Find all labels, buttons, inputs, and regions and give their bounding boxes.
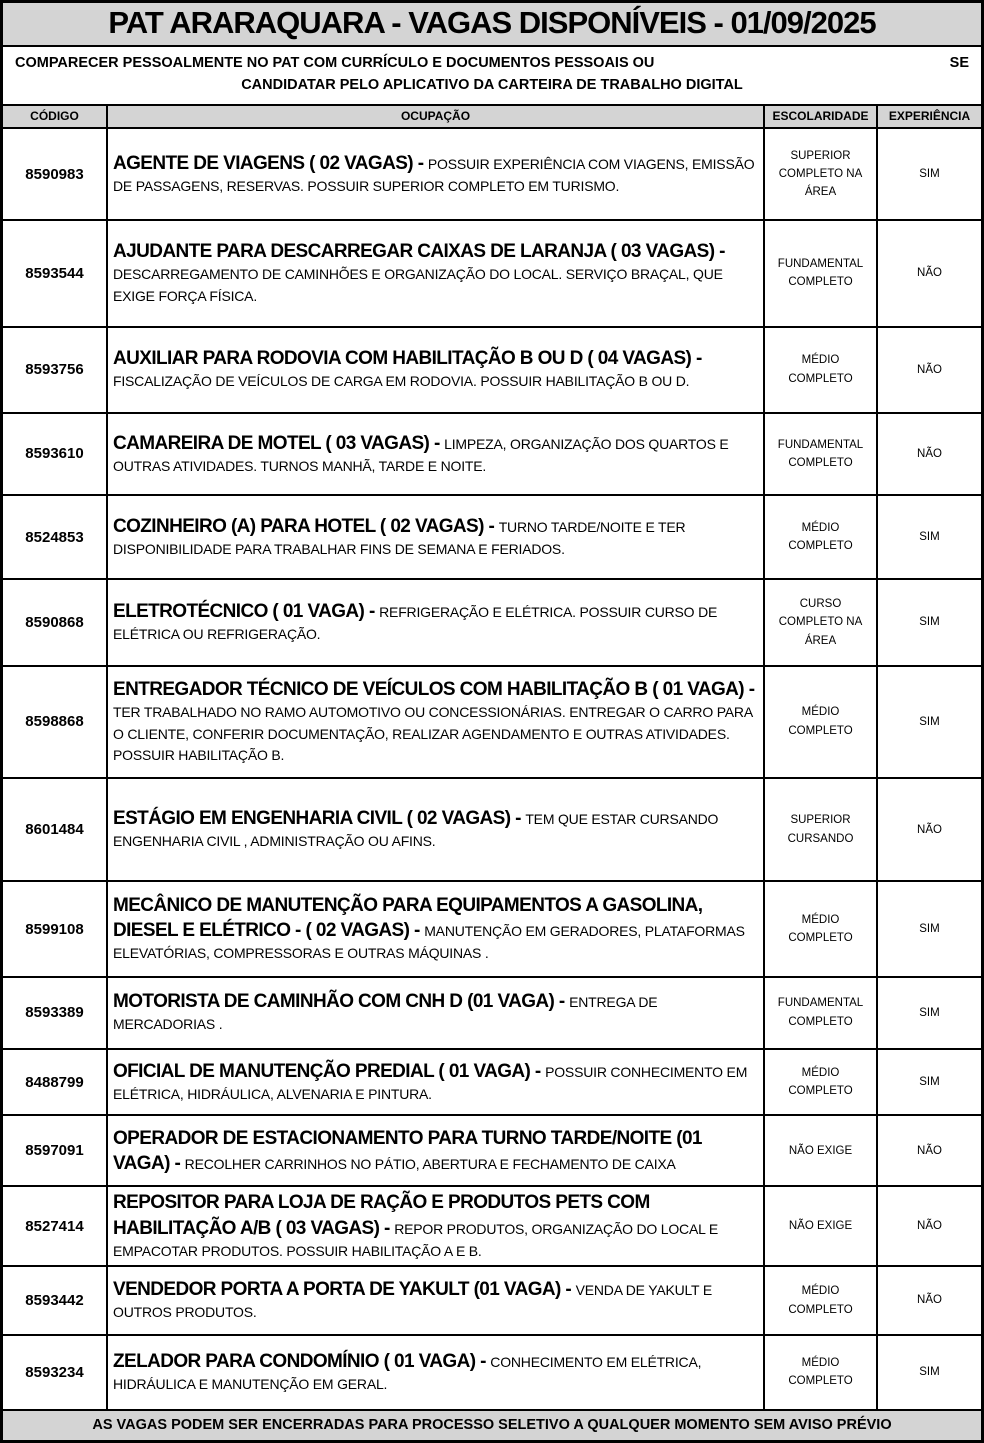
job-escolaridade: SUPERIOR CURSANDO bbox=[764, 778, 877, 881]
job-description: TER TRABALHADO NO RAMO AUTOMOTIVO OU CONCESSIONÁRIAS. ENTREGAR O CARRO PARA O CLIENTE, CONFERIR DOCUMENTAÇÃO, REALIZAR AGENDAMENTO E OUTRAS ATIVIDADES. POSSUIR HABILITAÇÃO B. bbox=[113, 703, 753, 764]
column-header-ocupacao: OCUPAÇÃO bbox=[107, 106, 764, 128]
table-row bbox=[3, 1049, 981, 1115]
job-occupation bbox=[107, 1049, 764, 1115]
job-occupation bbox=[107, 579, 764, 665]
job-code: 8598868 bbox=[3, 666, 107, 778]
job-experiencia: NÃO bbox=[877, 1115, 981, 1186]
job-escolaridade: MÉDIO COMPLETO bbox=[764, 1266, 877, 1334]
job-experiencia: NÃO bbox=[877, 327, 981, 413]
job-description: TURNO TARDE/NOITE E TER DISPONIBILIDADE PARA TRABALHAR FINS DE SEMANA E FERIADOS. bbox=[113, 518, 686, 557]
job-title: OPERADOR DE ESTACIONAMENTO PARA TURNO TARDE/NOITE (01 VAGA) - bbox=[113, 1127, 702, 1174]
job-title: ESTÁGIO EM ENGENHARIA CIVIL ( 02 VAGAS) - bbox=[113, 808, 521, 830]
job-occupation bbox=[107, 881, 764, 976]
job-escolaridade: SUPERIOR COMPLETO NA ÁREA bbox=[764, 128, 877, 220]
job-occupation bbox=[107, 128, 764, 220]
job-occupation bbox=[107, 1115, 764, 1186]
instructions-line2: CANDIDATAR PELO APLICATIVO DA CARTEIRA DE TRABALHO DIGITAL bbox=[241, 77, 743, 94]
job-title: OFICIAL DE MANUTENÇÃO PREDIAL ( 01 VAGA) - bbox=[113, 1060, 541, 1082]
job-experiencia: NÃO bbox=[877, 220, 981, 326]
table-row bbox=[3, 881, 981, 976]
job-description: LIMPEZA, ORGANIZAÇÃO DOS QUARTOS E OUTRAS ATIVIDADES. TURNOS MANHÃ, TARDE E NOITE. bbox=[113, 435, 729, 474]
table-row bbox=[3, 220, 981, 326]
job-escolaridade: MÉDIO COMPLETO bbox=[764, 666, 877, 778]
job-experiencia: NÃO bbox=[877, 778, 981, 881]
job-code: 8593756 bbox=[3, 327, 107, 413]
job-experiencia: NÃO bbox=[877, 413, 981, 495]
job-escolaridade: FUNDAMENTAL COMPLETO bbox=[764, 977, 877, 1049]
job-experiencia: SIM bbox=[877, 1049, 981, 1115]
table-row bbox=[3, 778, 981, 881]
job-title: ELETROTÉCNICO ( 01 VAGA) - bbox=[113, 601, 375, 623]
job-escolaridade: FUNDAMENTAL COMPLETO bbox=[764, 220, 877, 326]
column-header-experiencia: EXPERIÊNCIA bbox=[877, 106, 981, 128]
instructions-line1: COMPARECER PESSOALMENTE NO PAT COM CURRÍCULO E DOCUMENTOS PESSOAIS OU bbox=[15, 55, 655, 71]
job-experiencia: SIM bbox=[877, 1335, 981, 1409]
job-experiencia: SIM bbox=[877, 579, 981, 665]
job-occupation bbox=[107, 778, 764, 881]
job-experiencia: NÃO bbox=[877, 1186, 981, 1266]
page-title: PAT ARARAQUARA - VAGAS DISPONÍVEIS - 01/09/2025 bbox=[3, 3, 981, 47]
job-code: 8524853 bbox=[3, 495, 107, 579]
job-code: 8593610 bbox=[3, 413, 107, 495]
job-occupation bbox=[107, 413, 764, 495]
job-title: MOTORISTA DE CAMINHÃO COM CNH D (01 VAGA) - bbox=[113, 991, 565, 1013]
job-experiencia: SIM bbox=[877, 881, 981, 976]
table-row bbox=[3, 1266, 981, 1334]
job-escolaridade: MÉDIO COMPLETO bbox=[764, 327, 877, 413]
job-description: DESCARREGAMENTO DE CAMINHÕES E ORGANIZAÇÃO DO LOCAL. SERVIÇO BRAÇAL, QUE EXIGE FORÇA FÍSICA. bbox=[113, 266, 723, 304]
job-experiencia: NÃO bbox=[877, 1266, 981, 1334]
column-header-escolaridade: ESCOLARIDADE bbox=[764, 106, 877, 128]
column-header-codigo: CÓDIGO bbox=[3, 106, 107, 128]
job-title: REPOSITOR PARA LOJA DE RAÇÃO E PRODUTOS PETS COM HABILITAÇÃO A/B ( 03 VAGAS) - bbox=[113, 1192, 650, 1239]
job-escolaridade: CURSO COMPLETO NA ÁREA bbox=[764, 579, 877, 665]
job-title: AJUDANTE PARA DESCARREGAR CAIXAS DE LARANJA ( 03 VAGAS) - bbox=[113, 241, 725, 263]
job-code: 8593389 bbox=[3, 977, 107, 1049]
job-occupation bbox=[107, 327, 764, 413]
table-row bbox=[3, 579, 981, 665]
job-code: 8593234 bbox=[3, 1335, 107, 1409]
table-row bbox=[3, 1335, 981, 1409]
table-row bbox=[3, 1186, 981, 1266]
job-title: CAMAREIRA DE MOTEL ( 03 VAGAS) - bbox=[113, 432, 440, 454]
footer-notice: AS VAGAS PODEM SER ENCERRADAS PARA PROCESSO SELETIVO A QUALQUER MOMENTO SEM AVISO PRÉVIO bbox=[3, 1409, 981, 1440]
instructions-line1-right: SE bbox=[949, 55, 969, 71]
job-description: POSSUIR EXPERIÊNCIA COM VIAGENS, EMISSÃO DE PASSAGENS, RESERVAS. POSSUIR SUPERIOR COMPLETO EM TURISMO. bbox=[113, 155, 755, 194]
job-description: TEM QUE ESTAR CURSANDO ENGENHARIA CIVIL , ADMINISTRAÇÃO OU AFINS. bbox=[113, 811, 719, 850]
job-code: 8527414 bbox=[3, 1186, 107, 1266]
job-escolaridade: FUNDAMENTAL COMPLETO bbox=[764, 413, 877, 495]
job-escolaridade: MÉDIO COMPLETO bbox=[764, 495, 877, 579]
table-row bbox=[3, 1115, 981, 1186]
table-row bbox=[3, 413, 981, 495]
job-escolaridade: NÃO EXIGE bbox=[764, 1186, 877, 1266]
job-description: FISCALIZAÇÃO DE VEÍCULOS DE CARGA EM RODOVIA. POSSUIR HABILITAÇÃO B OU D. bbox=[113, 373, 690, 390]
job-escolaridade: MÉDIO COMPLETO bbox=[764, 881, 877, 976]
job-title: COZINHEIRO (A) PARA HOTEL ( 02 VAGAS) - bbox=[113, 515, 495, 537]
job-description: REFRIGERAÇÃO E ELÉTRICA. POSSUIR CURSO DE ELÉTRICA OU REFRIGERAÇÃO. bbox=[113, 604, 718, 643]
job-occupation bbox=[107, 666, 764, 778]
job-title: ENTREGADOR TÉCNICO DE VEÍCULOS COM HABILITAÇÃO B ( 01 VAGA) - bbox=[113, 678, 755, 700]
job-occupation bbox=[107, 220, 764, 326]
table-row bbox=[3, 977, 981, 1049]
job-occupation bbox=[107, 977, 764, 1049]
job-escolaridade: MÉDIO COMPLETO bbox=[764, 1049, 877, 1115]
job-occupation bbox=[107, 1335, 764, 1409]
job-title: MECÂNICO DE MANUTENÇÃO PARA EQUIPAMENTOS A GASOLINA, DIESEL E ELÉTRICO - ( 02 VAGAS) - bbox=[113, 895, 703, 942]
job-description: REPOR PRODUTOS, ORGANIZAÇÃO DO LOCAL E EMPACOTAR PRODUTOS. POSSUIR HABILITAÇÃO A E B. bbox=[113, 1220, 718, 1259]
job-occupation bbox=[107, 1266, 764, 1334]
job-code: 8593442 bbox=[3, 1266, 107, 1334]
job-experiencia: SIM bbox=[877, 495, 981, 579]
job-occupation bbox=[107, 1186, 764, 1266]
job-experiencia: SIM bbox=[877, 128, 981, 220]
table-row bbox=[3, 495, 981, 579]
job-title: AGENTE DE VIAGENS ( 02 VAGAS) - bbox=[113, 152, 424, 174]
job-description: RECOLHER CARRINHOS NO PÁTIO, ABERTURA E FECHAMENTO DE CAIXA bbox=[184, 1155, 676, 1172]
table-row bbox=[3, 666, 981, 778]
job-description: VENDA DE YAKULT E OUTROS PRODUTOS. bbox=[113, 1282, 712, 1321]
vacancies-table bbox=[3, 106, 981, 1409]
instructions-banner bbox=[3, 47, 981, 106]
table-row bbox=[3, 128, 981, 220]
job-code: 8590868 bbox=[3, 579, 107, 665]
job-title: ZELADOR PARA CONDOMÍNIO ( 01 VAGA) - bbox=[113, 1350, 486, 1372]
table-header-row bbox=[3, 106, 981, 128]
job-code: 8593544 bbox=[3, 220, 107, 326]
job-code: 8601484 bbox=[3, 778, 107, 881]
job-description: ENTREGA DE MERCADORIAS . bbox=[113, 994, 658, 1033]
job-description: POSSUIR CONHECIMENTO EM ELÉTRICA, HIDRÁULICA, ALVENARIA E PINTURA. bbox=[113, 1063, 748, 1102]
job-code: 8590983 bbox=[3, 128, 107, 220]
job-title: AUXILIAR PARA RODOVIA COM HABILITAÇÃO B OU D ( 04 VAGAS) - bbox=[113, 348, 702, 370]
job-experiencia: SIM bbox=[877, 977, 981, 1049]
job-escolaridade: NÃO EXIGE bbox=[764, 1115, 877, 1186]
job-description: CONHECIMENTO EM ELÉTRICA, HIDRÁULICA E MANUTENÇÃO EM GERAL. bbox=[113, 1353, 702, 1393]
job-title: VENDEDOR PORTA A PORTA DE YAKULT (01 VAGA) - bbox=[113, 1279, 572, 1301]
table-row bbox=[3, 327, 981, 413]
job-code: 8488799 bbox=[3, 1049, 107, 1115]
job-experiencia: SIM bbox=[877, 666, 981, 778]
job-occupation bbox=[107, 495, 764, 579]
job-description: MANUTENÇÃO EM GERADORES, PLATAFORMAS ELEVATÓRIAS, COMPRESSORAS E OUTRAS MÁQUINAS . bbox=[113, 923, 745, 962]
job-code: 8597091 bbox=[3, 1115, 107, 1186]
job-code: 8599108 bbox=[3, 881, 107, 976]
job-escolaridade: MÉDIO COMPLETO bbox=[764, 1335, 877, 1409]
